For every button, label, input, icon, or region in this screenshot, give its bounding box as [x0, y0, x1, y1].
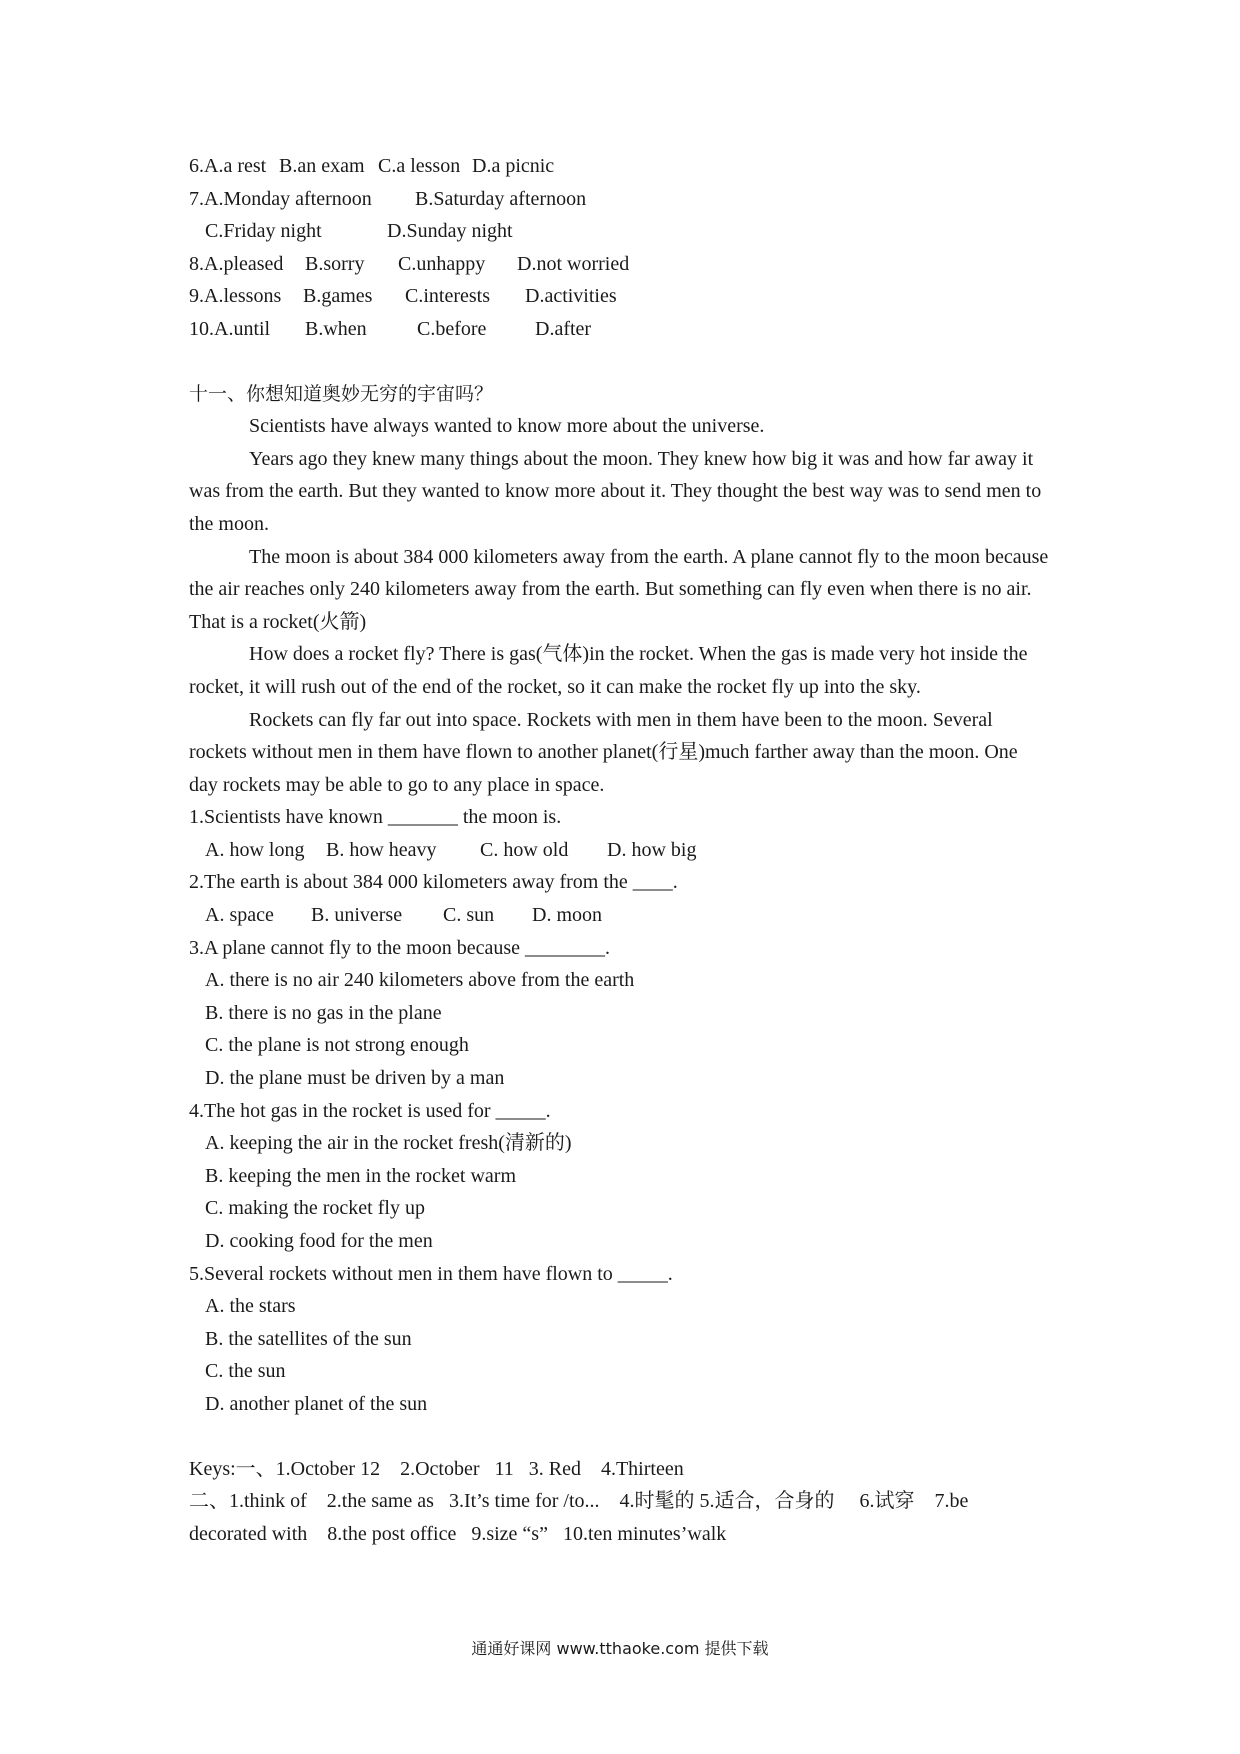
choice-option: B.Saturday afternoon [415, 187, 587, 210]
choice-option: C.interests [405, 285, 490, 308]
question-option: D. cooking food for the men [205, 1230, 433, 1252]
document-page [189, 150, 1049, 1550]
question-option: D. the plane must be driven by a man [205, 1067, 505, 1090]
passage-paragraph-2: Years ago they knew many things about the moon. They knew how big it was and how far away it was from the earth. But they wanted to know more about it. They thought the best way was to send men to the moon. [189, 447, 1042, 535]
question-option: A. space [205, 904, 274, 927]
question-option: B. there is no gas in the plane [205, 1001, 442, 1024]
question-stem-2: 2.The earth is about 384 000 kilometers away from the ____. [189, 871, 678, 894]
choice-option: D.after [535, 317, 592, 340]
question-option: D. how big [607, 838, 697, 861]
choice-option: 8.A.pleased [189, 252, 284, 275]
choice-option: 7.A.Monday afternoon [189, 187, 372, 210]
question-option: A. keeping the air in the rocket fresh(清新的) [205, 1132, 572, 1155]
choice-row-8 [189, 248, 1049, 281]
choice-row-9 [189, 280, 1049, 313]
question-option: B. how heavy [326, 838, 437, 861]
choice-option: B.games [303, 285, 373, 308]
question-option: B. universe [311, 904, 403, 927]
question-options-1 [189, 834, 1049, 867]
choice-row-6 [189, 150, 1049, 183]
page-footer: 通通好课网 www.tthaoke.com 提供下载 [471, 1639, 769, 1658]
question-options-2 [189, 899, 1049, 932]
answer-keys-line-2: 二、1.think of 2.the same as 3.It’s time for /to... 4.时髦的 5.适合，合身的 6.试穿 7.be [189, 1490, 969, 1513]
question-option: A. how long [205, 838, 305, 861]
question-stem-4: 4.The hot gas in the rocket is used for _____. [189, 1099, 551, 1122]
choice-option: 9.A.lessons [189, 285, 282, 308]
choice-option: D.Sunday night [387, 220, 513, 243]
answer-keys-line-3: decorated with 8.the post office 9.size “s” 10.ten minutes’walk [189, 1522, 727, 1545]
spacer [189, 1421, 1049, 1453]
question-stem-1: 1.Scientists have known _______ the moon is. [189, 806, 562, 829]
passage-paragraph-3: The moon is about 384 000 kilometers away from the earth. A plane cannot fly to the moon because the air reaches only 240 kilometers away from the earth. But something can fly even when there is no air. That is a rocket(火箭) [189, 545, 1049, 633]
section-title: 十一、你想知道奥妙无穷的宇宙吗？ [189, 382, 494, 405]
choice-option: D.not worried [517, 252, 630, 275]
question-stem-3: 3.A plane cannot fly to the moon because ________. [189, 936, 611, 959]
choice-option: D.a picnic [472, 155, 555, 177]
question-stem-5: 5.Several rockets without men in them have flown to _____. [189, 1262, 673, 1285]
choice-option: C.Friday night [205, 220, 322, 243]
question-option: A. the stars [205, 1295, 296, 1318]
question-option: C. the sun [205, 1360, 286, 1383]
answer-keys-line-1: Keys:一、1.October 12 2.October 11 3. Red 4.Thirteen [189, 1457, 684, 1480]
choice-option: B.sorry [305, 252, 365, 275]
choice-option: D.activities [525, 285, 617, 308]
question-option: B. keeping the men in the rocket warm [205, 1164, 517, 1187]
choice-option: 6.A.a rest [189, 155, 267, 177]
question-option: C. how old [480, 838, 569, 861]
choice-option: C.a lesson [378, 155, 461, 177]
question-option: C. making the rocket fly up [205, 1197, 425, 1220]
choice-row-7b [189, 215, 1049, 248]
choice-row-10 [189, 313, 1049, 346]
passage-paragraph-4: How does a rocket fly? There is gas(气体)in the rocket. When the gas is made very hot inside the rocket, it will rush out of the end of the rocket, so it can make the rocket fly up into the sky. [189, 643, 1028, 698]
passage-paragraph-1: Scientists have always wanted to know more about the universe. [249, 415, 765, 438]
question-option: C. sun [443, 904, 495, 927]
question-option: B. the satellites of the sun [205, 1327, 412, 1350]
passage-paragraph-5: Rockets can fly far out into space. Rockets with men in them have been to the moon. Several rockets without men in them have flown to another planet(行星)much farther away than the moon. One day rockets may be able to go to any place in space. [189, 708, 1018, 796]
choice-option: C.unhappy [398, 252, 486, 275]
question-option: C. the plane is not strong enough [205, 1034, 469, 1057]
choice-option: 10.A.until [189, 317, 271, 340]
choice-option: C.before [417, 317, 487, 340]
question-option: D. another planet of the sun [205, 1392, 428, 1415]
spacer [189, 346, 1049, 378]
choice-option: B.an exam [279, 155, 365, 177]
choice-option: B.when [305, 317, 367, 340]
question-option: D. moon [532, 904, 602, 927]
question-option: A. there is no air 240 kilometers above from the earth [205, 969, 635, 992]
choice-row-7 [189, 183, 1049, 216]
